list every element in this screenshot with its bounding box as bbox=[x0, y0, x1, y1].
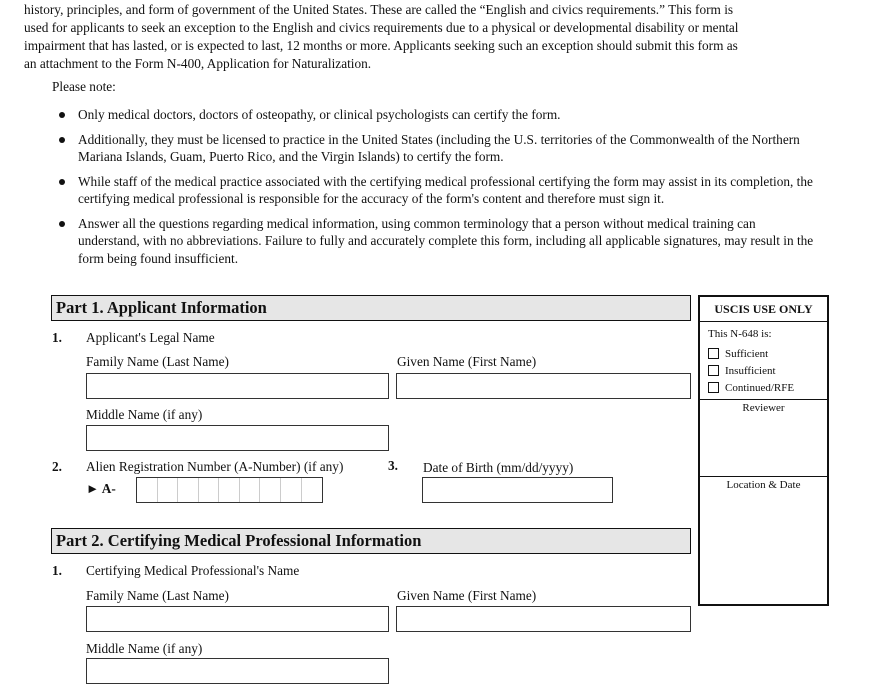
bullet-item bbox=[54, 215, 814, 268]
a-number-digit-cell[interactable] bbox=[199, 478, 220, 502]
a-number-digit-cell[interactable] bbox=[281, 478, 302, 502]
part2-family-name-label: Family Name (Last Name) bbox=[86, 588, 229, 603]
checkbox-icon[interactable] bbox=[708, 365, 719, 376]
uscis-reviewer-section bbox=[700, 399, 827, 476]
bullet-dot-icon bbox=[59, 112, 65, 118]
a-number-digit-cell[interactable] bbox=[158, 478, 179, 502]
uscis-panel-header: USCIS USE ONLY bbox=[700, 297, 827, 322]
applicant-given-name-input[interactable] bbox=[396, 373, 691, 399]
uscis-option-label: Insufficient bbox=[725, 364, 776, 377]
part2-q1-label: Certifying Medical Professional's Name bbox=[86, 563, 300, 578]
a-number-digit-cell[interactable] bbox=[260, 478, 281, 502]
uscis-option-continued[interactable] bbox=[708, 379, 827, 396]
uscis-option-insufficient[interactable] bbox=[708, 362, 827, 379]
part1-family-name-label: Family Name (Last Name) bbox=[86, 354, 229, 369]
part1-header: Part 1. Applicant Information bbox=[51, 295, 691, 321]
part1-q2-label: Alien Registration Number (A-Number) (if any) bbox=[86, 459, 344, 474]
bullet-item bbox=[54, 173, 814, 208]
note-bullet-list bbox=[54, 106, 814, 274]
bullet-text: Only medical doctors, doctors of osteopathy, or clinical psychologists can certify the form. bbox=[78, 107, 561, 122]
part1-q3-label: Date of Birth (mm/dd/yyyy) bbox=[423, 460, 574, 475]
intro-paragraph bbox=[24, 1, 836, 73]
part2-header: Part 2. Certifying Medical Professional Information bbox=[51, 528, 691, 554]
intro-line: an attachment to the Form N-400, Application for Naturalization. bbox=[24, 56, 372, 71]
checkbox-icon[interactable] bbox=[708, 348, 719, 359]
bullet-dot-icon bbox=[59, 221, 65, 227]
intro-line: used for applicants to seek an exception to the English and civics requirements due to a physical or developmental disability or mental bbox=[24, 20, 739, 35]
bullet-text: While staff of the medical practice associated with the certifying medical professional certifying the form may assist in its completion, the certifying medical professional is responsible for the accuracy of the form's content and therefore must sign it. bbox=[78, 173, 813, 206]
applicant-middle-name-input[interactable] bbox=[86, 425, 389, 451]
part1-q3-number: 3. bbox=[388, 458, 398, 473]
bullet-text: Answer all the questions regarding medical information, using common terminology that a person without medical training can understand, with no abbreviations. Failure to fully and accurately complete this form, including all applicable signatures, may result in the form being found insufficient. bbox=[78, 215, 814, 266]
bullet-text: Additionally, they must be licensed to practice in the United States (including the U.S. territories of the Commonwealth of the Northern Mariana Islands, Guam, Puerto Rico, and the Virgin Islands) to certify the form. bbox=[78, 131, 800, 164]
checkbox-icon[interactable] bbox=[708, 382, 719, 393]
part1-q1-number: 1. bbox=[52, 330, 62, 345]
uscis-option-sufficient[interactable] bbox=[708, 345, 827, 362]
a-number-input[interactable] bbox=[136, 477, 323, 503]
intro-line: history, principles, and form of government of the United States. These are called the “English and civics requirements.” This form is bbox=[24, 2, 734, 17]
uscis-location-date-section bbox=[700, 476, 827, 591]
a-number-prefix: ► A- bbox=[86, 481, 116, 496]
note-label: Please note: bbox=[52, 79, 116, 94]
part1-middle-name-label: Middle Name (if any) bbox=[86, 407, 203, 422]
professional-family-name-input[interactable] bbox=[86, 606, 389, 632]
uscis-option-label: Continued/RFE bbox=[725, 381, 795, 394]
date-of-birth-input[interactable] bbox=[422, 477, 613, 503]
part1-given-name-label: Given Name (First Name) bbox=[397, 354, 537, 369]
professional-middle-name-input[interactable] bbox=[86, 658, 389, 684]
professional-given-name-input[interactable] bbox=[396, 606, 691, 632]
uscis-option-label: Sufficient bbox=[725, 347, 769, 360]
bullet-dot-icon bbox=[59, 179, 65, 185]
a-number-digit-cell[interactable] bbox=[219, 478, 240, 502]
bullet-item bbox=[54, 106, 814, 124]
uscis-use-only-panel bbox=[698, 295, 829, 606]
a-number-digit-cell[interactable] bbox=[137, 478, 158, 502]
a-number-digit-cell[interactable] bbox=[240, 478, 261, 502]
part1-q1-label: Applicant's Legal Name bbox=[86, 330, 215, 345]
a-number-digit-cell[interactable] bbox=[178, 478, 199, 502]
bullet-dot-icon bbox=[59, 137, 65, 143]
uscis-location-date-label: Location & Date bbox=[726, 479, 801, 491]
a-number-digit-cell[interactable] bbox=[302, 478, 323, 502]
uscis-reviewer-label: Reviewer bbox=[742, 402, 785, 414]
bullet-item bbox=[54, 131, 814, 166]
part2-middle-name-label: Middle Name (if any) bbox=[86, 641, 203, 656]
uscis-panel-subtitle: This N-648 is: bbox=[708, 328, 772, 340]
part2-q1-number: 1. bbox=[52, 563, 62, 578]
intro-line: impairment that has lasted, or is expected to last, 12 months or more. Applicants seeking such an exception should submit this form as bbox=[24, 38, 738, 53]
applicant-family-name-input[interactable] bbox=[86, 373, 389, 399]
part1-q2-number: 2. bbox=[52, 459, 62, 474]
part2-given-name-label: Given Name (First Name) bbox=[397, 588, 537, 603]
